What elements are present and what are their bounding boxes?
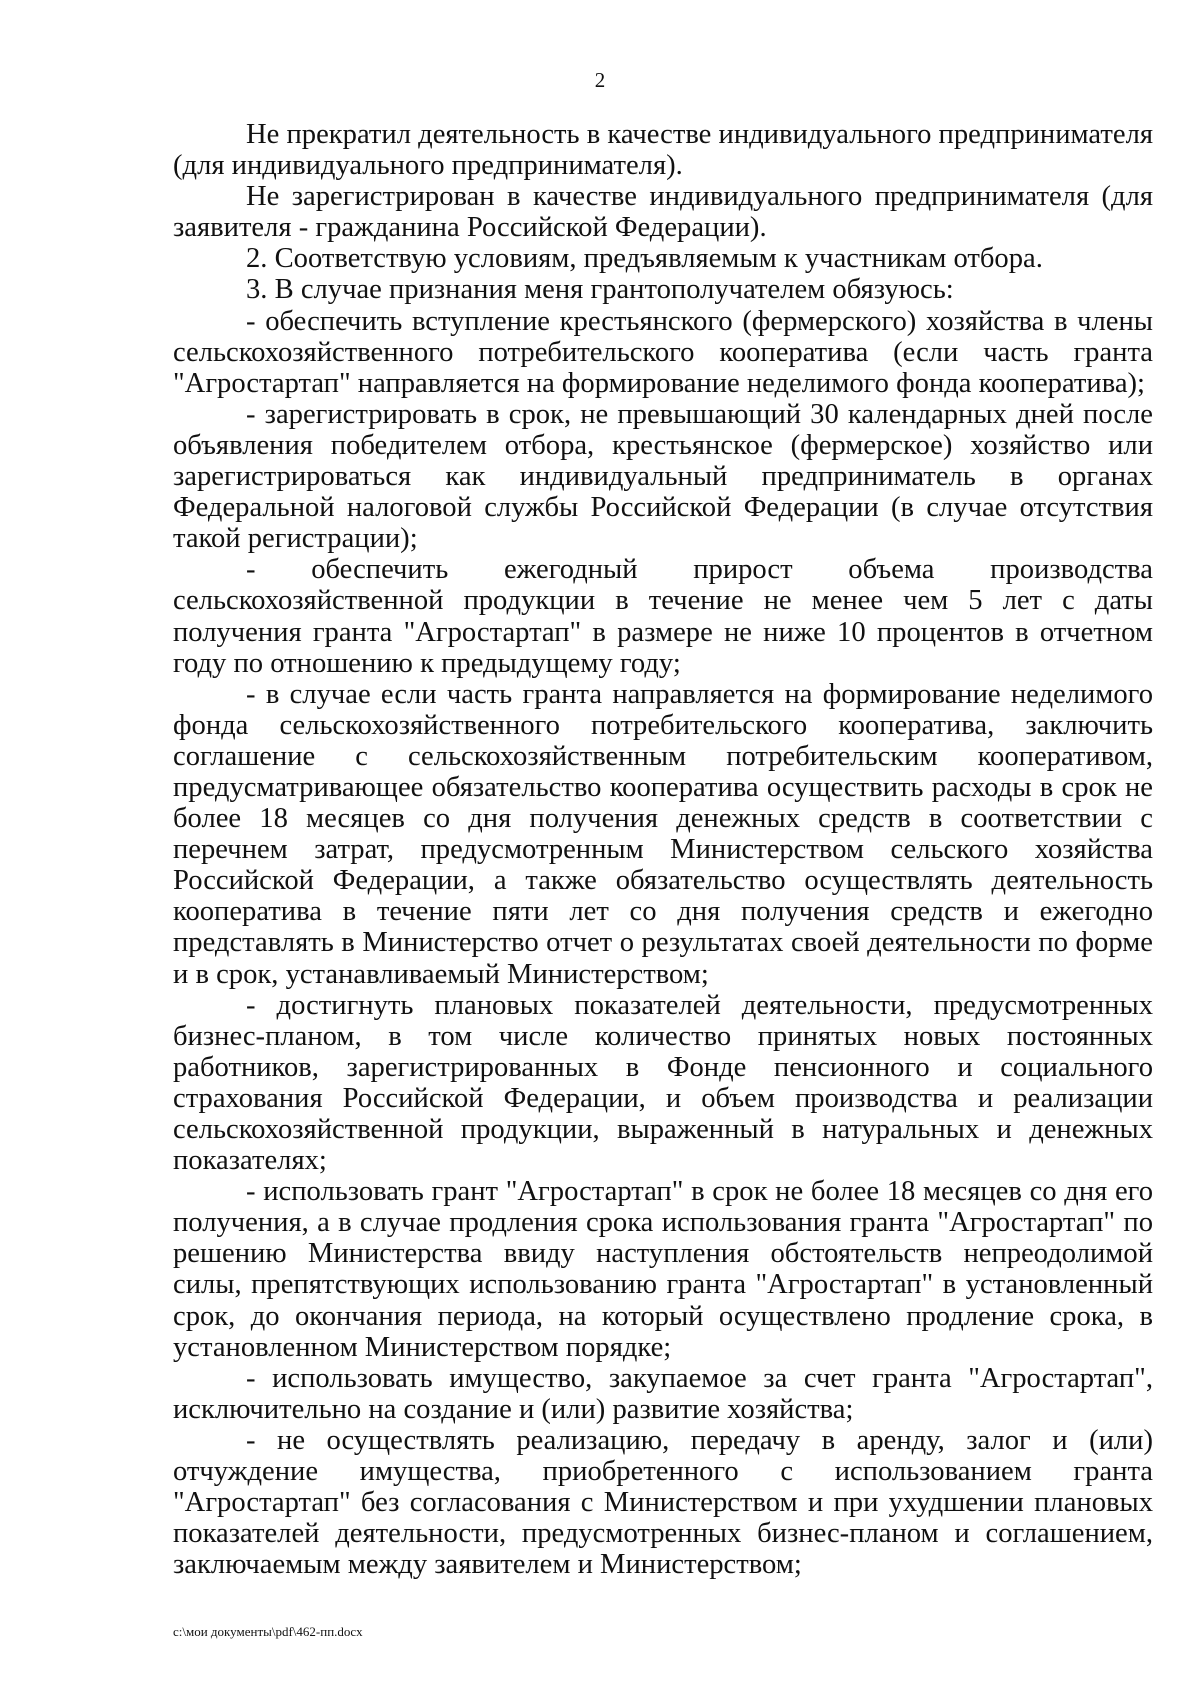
- document-body: [173, 119, 1153, 1580]
- paragraph: - использовать грант "Агростартап" в срок не более 18 месяцев со дня его получения, а в случае продления срока использования гранта "Агростартап" по решению Министерства ввиду наступления обстоятельств непреодолимой силы, препятствующих использованию гранта "Агростартап" в установленный срок, до окончания периода, на который осуществлено продление срока, в установленном Министерством порядке;: [173, 1176, 1153, 1363]
- paragraph: - не осуществлять реализацию, передачу в аренду, залог и (или) отчуждение имущества, приобретенного с использованием гранта "Агростартап" без согласования с Министерством и при ухудшении плановых показателей деятельности, предусмотренных бизнес-планом и соглашением, заключаемым между заявителем и Министерством;: [173, 1424, 1153, 1581]
- paragraph: - использовать имущество, закупаемое за счет гранта "Агростартап", исключительно на создание и (или) развитие хозяйства;: [173, 1362, 1153, 1425]
- paragraph: 3. В случае признания меня грантополучателем обязуюсь:: [246, 274, 954, 306]
- paragraph: Не зарегистрирован в качестве индивидуального предпринимателя (для заявителя - гражданина Российской Федерации).: [173, 181, 1153, 244]
- paragraph: 2. Соответствую условиям, предъявляемым к участникам отбора.: [246, 243, 1043, 275]
- file-path-footer: c:\мои документы\pdf\462-пп.docx: [173, 1624, 363, 1639]
- paragraph: Не прекратил деятельность в качестве индивидуального предпринимателя (для индивидуального предпринимателя).: [173, 119, 1153, 182]
- paragraph: - обеспечить вступление крестьянского (фермерского) хозяйства в члены сельскохозяйственного потребительского кооператива (если часть гранта "Агростартап" направляется на формирование неделимого фонда кооператива);: [173, 305, 1153, 399]
- paragraph: - зарегистрировать в срок, не превышающий 30 календарных дней после объявления победителем отбора, крестьянское (фермерское) хозяйство или зарегистрироваться как индивидуальный предприниматель в органах Федеральной налоговой службы Российской Федерации (в случае отсутствия такой регистрации);: [173, 398, 1153, 555]
- paragraph: - достигнуть плановых показателей деятельности, предусмотренных бизнес-планом, в том числе количество принятых новых постоянных работников, зарегистрированных в Фонде пенсионного и социального страхования Российской Федерации, и объем производства и реализации сельскохозяйственной продукции, выраженный в натуральных и денежных показателях;: [173, 989, 1153, 1177]
- paragraph: - в случае если часть гранта направляется на формирование неделимого фонда сельскохозяйственного потребительского кооператива, заключить соглашение с сельскохозяйственным потребительским кооперативом, предусматривающее обязательство кооператива осуществить расходы в срок не более 18 месяцев со дня получения денежных средств в соответствии с перечнем затрат, предусмотренным Министерством сельского хозяйства Российской Федерации, а также обязательство осуществлять деятельность кооператива в течение пяти лет со дня получения средств и ежегодно представлять в Министерство отчет о результатах своей деятельности по форме и в срок, устанавливаемый Министерством;: [173, 678, 1153, 990]
- page-number: 2: [594, 68, 606, 92]
- paragraph: - обеспечить ежегодный прирост объема производства сельскохозяйственной продукции в течение не менее чем 5 лет с даты получения гранта "Агростартап" в размере не ниже 10 процентов в отчетном году по отношению к предыдущему году;: [173, 554, 1153, 679]
